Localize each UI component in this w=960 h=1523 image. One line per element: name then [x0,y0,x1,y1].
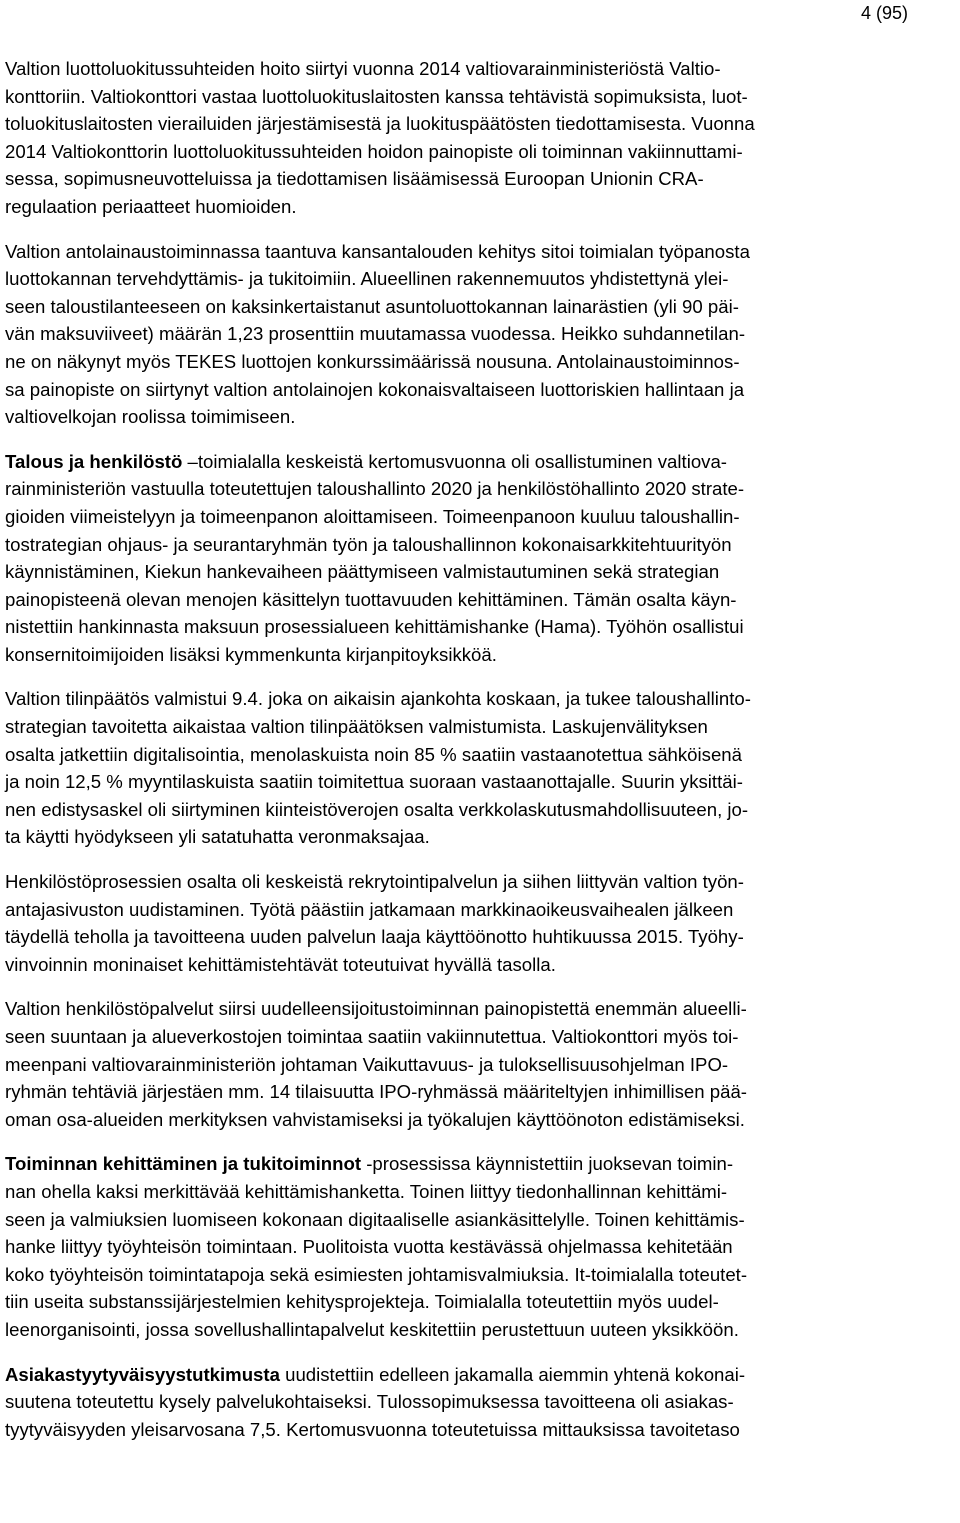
text-line: –toimialalla keskeistä kertomusvuonna oli osallistuminen valtiova- [182,450,727,472]
text-line: täydellä teholla ja tavoitteena uuden palvelun laaja käyttöönotto huhtikuussa 2015. Työhy- [5,926,744,948]
text-line: toluokituslaitosten vierailuiden järjestämisestä ja luokituspäätösten tiedottamisesta. Vuonna [5,113,755,135]
text-line: Valtion tilinpäätös valmistui 9.4. joka on aikaisin ajankohta koskaan, ja tukee taloushallinto- [5,688,751,710]
text-line: uudistettiin edelleen jakamalla aiemmin yhtenä kokonai- [279,1363,746,1385]
text-line: meenpani valtiovarainministeriön johtaman Vaikuttavuus- ja tuloksellisuusohjelman IPO- [5,1053,729,1075]
text-line: ryhmän tehtäviä järjestäen mm. 14 tilaisuutta IPO-ryhmässä määriteltyjen inhimillisen pää- [5,1081,747,1103]
text-line: osalta jatkettiin digitalisointia, menolaskuista noin 85 % saatiin vastaanotettua sähköisenä [5,743,742,765]
text-line: gioiden viimeistelyyn ja toimeenpanon aloittamiseen. Toimeenpanoon kuuluu taloushallin- [5,505,740,527]
text-line: strategian tavoitetta aikaistaa valtion tilinpäätöksen valmistumista. Laskujenvälityksen [5,716,708,738]
paragraph-development-and-support [5,1150,953,1343]
text-line: -prosessissa käynnistettiin juoksevan toimin- [361,1153,734,1175]
text-line: käynnistäminen, Kiekun hankevaiheen päättymiseen valmistautuminen sekä strategian [5,561,720,583]
text-line: valtiovelkojan roolissa toimimiseen. [5,406,296,428]
text-line: seen suuntaan ja alueverkostojen toimintaa saatiin vakiinnutettua. Valtiokonttori myös toi- [5,1026,739,1047]
text-line: tostrategian ohjaus- ja seurantaryhmän työn ja taloushallinnon kokonaisarkkitehtuurityön [5,533,732,555]
paragraph-financial-statements [5,685,953,851]
text-line: sessa, sopimusneuvotteluissa ja tiedottamisen lisäämisessä Euroopan Unionin CRA- [5,168,704,190]
paragraph-lending-operations [5,238,953,431]
text-line: leenorganisointi, jossa sovellushallintapalvelut keskitettiin perustettuun uuteen yksikköön. [5,1318,739,1340]
text-line: rainministeriön vastuulla toteutettujen taloushallinto 2020 ja henkilöstöhallinto 2020 strate- [5,478,745,500]
text-line: nan ohella kaksi merkittävää kehittämishanketta. Toinen liittyy tiedonhallinnan kehittämi- [5,1180,728,1202]
text-line: Valtion antolainaustoiminnassa taantuva kansantalouden kehitys sitoi toimialan työpanosta [5,240,750,262]
text-line: koko työyhteisön toimintatapoja sekä esimiesten johtamisvalmiuksia. It-toimialalla toteutet- [5,1263,748,1285]
paragraph-lead-heading: Asiakastyytyväisyystutkimusta [5,1363,280,1385]
text-line: luottokannan tervehdyttämis- ja tukitoimiin. Alueellinen rakennemuutos yhdistettynä ylei- [5,268,729,290]
text-line: hanke liittyy työyhteisön toimintaan. Puolitoista vuotta kestävässä ohjelmassa kehitetään [5,1236,733,1258]
text-line: ja noin 12,5 % myyntilaskuista saatiin toimitettua suoraan vastaanottajalle. Suurin yksittäi- [5,771,743,793]
text-line: suutena toteutettu kysely palvelukohtaiseksi. Tulossopimuksessa tavoitteena oli asiakas- [5,1391,734,1413]
text-line: seen taloustilanteeseen on kaksinkertaistanut asuntoluottokannan lainarästien (yli 90 päi- [5,295,739,317]
page-number: 4 (95) [860,3,908,23]
text-line: nistettiin hankinnasta maksuun prosessialueen kehittämishanke (Hama). Työhön osallistui [5,616,744,638]
text-line: Valtion luottoluokitussuhteiden hoito siirtyi vuonna 2014 valtiovarainministeriöstä Valtio- [5,58,721,79]
text-line: painopisteenä olevan menojen käsittelyn tuottavuuden kehittäminen. Tämän osalta käyn- [5,588,737,610]
document-body [5,55,953,1460]
text-line: regulaation periaatteet huomioiden. [5,195,297,217]
text-line: Henkilöstöprosessien osalta oli keskeistä rekrytointipalvelun ja siihen liittyvän valtion työn- [5,871,744,893]
text-line: tyytyväisyyden yleisarvosana 7,5. Kertomusvuonna toteutetuissa mittauksissa tavoitetaso [5,1418,740,1440]
text-line: konttoriin. Valtiokonttori vastaa luottoluokituslaitosten kanssa tehtävistä sopimuksista, luot- [5,85,748,107]
text-line: konsernitoimijoiden lisäksi kymmenkunta kirjanpitoyksikköä. [5,643,497,665]
paragraph-finance-and-personnel [5,448,953,669]
text-line: antajasivuston uudistaminen. Työtä päästiin jatkamaan markkinaoikeusvaihealen jälkeen [5,898,734,920]
paragraph-customer-satisfaction [5,1361,953,1444]
text-line: 2014 Valtiokonttorin luottoluokitussuhteiden hoidon painopiste oli toiminnan vakiinnuttami- [5,140,743,162]
text-line: vinvoinnin moninaiset kehittämistehtävät toteutuivat hyvällä tasolla. [5,953,556,975]
paragraph-lead-heading: Talous ja henkilöstö [5,450,183,472]
text-line: seen ja valmiuksien luomiseen kokonaan digitaaliselle asiankäsittelylle. Toinen kehittämis- [5,1208,745,1230]
text-line: ta käytti hyödykseen yli satatuhatta veronmaksajaa. [5,826,430,848]
paragraph-lead-heading: Toiminnan kehittäminen ja tukitoiminnot [5,1153,362,1175]
text-line: sa painopiste on siirtynyt valtion antolainojen kokonaisvaltaiseen luottoriskien hallintaan ja [5,378,745,400]
paragraph-credit-rating-relations [5,55,953,221]
text-line: vän maksuviiveet) määrän 1,23 prosenttiin muutamassa vuodessa. Heikko suhdannetilan- [5,323,746,345]
paragraph-personnel-services [5,995,953,1133]
text-line: Valtion henkilöstöpalvelut siirsi uudelleensijoitustoiminnan painopistettä enemmän alueelli- [5,998,747,1020]
text-line: tiin useita substanssijärjestelmien kehitysprojekteja. Toimialalla toteutettiin myös uudel- [5,1291,719,1313]
text-line: ne on näkynyt myös TEKES luottojen konkurssimäärissä nousuna. Antolainaustoiminnos- [5,350,740,372]
text-line: oman osa-alueiden merkityksen vahvistamiseksi ja työkalujen käyttöönoton edistämiseksi. [5,1108,745,1130]
paragraph-hr-processes [5,868,953,978]
text-line: nen edistysaskel oli siirtyminen kiinteistöverojen osalta verkkolaskutusmahdollisuuteen, jo- [5,798,749,820]
